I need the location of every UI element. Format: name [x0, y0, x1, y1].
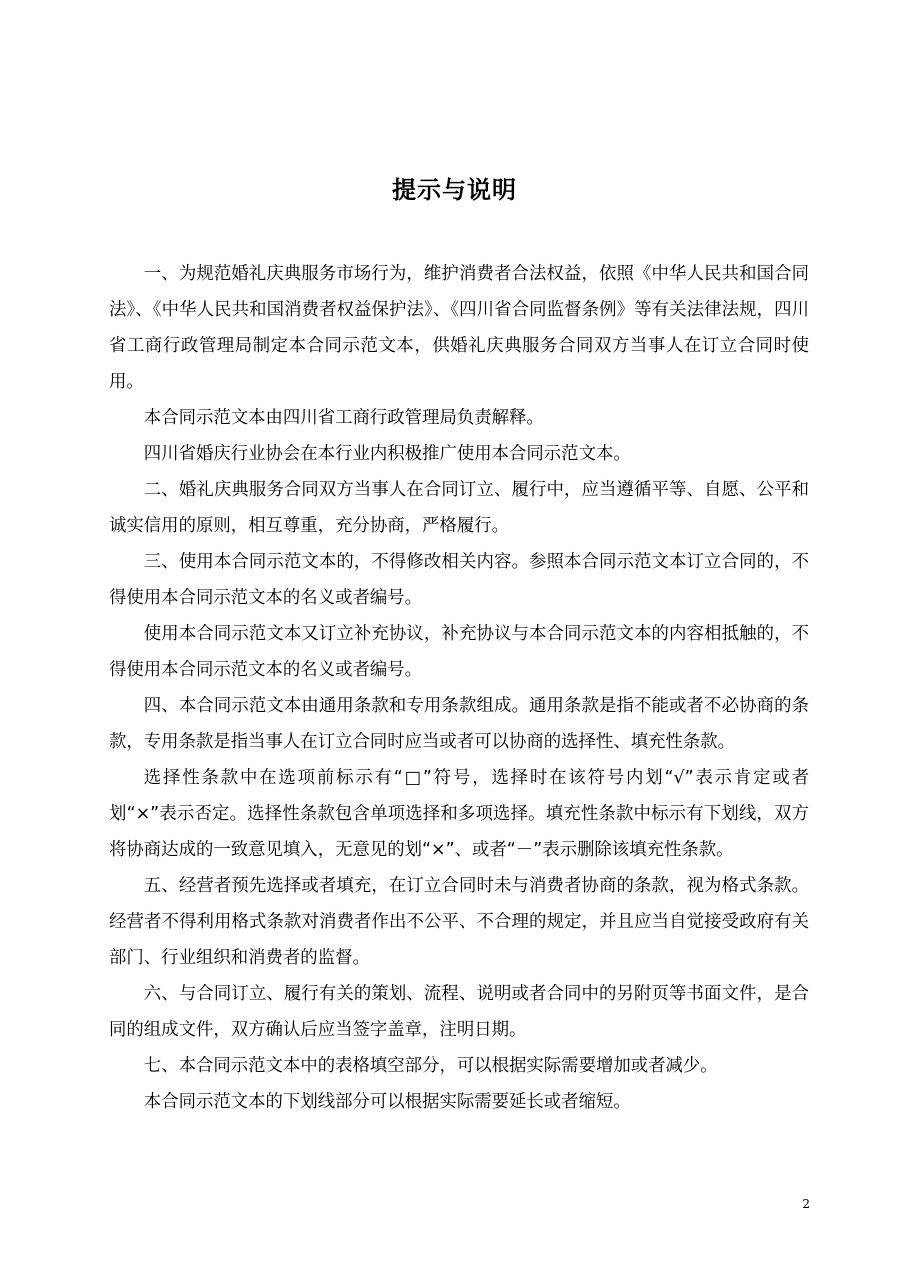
paragraph-3: 四川省婚庆行业协会在本行业内积极推广使用本合同示范文本。	[143, 444, 631, 464]
page-number: 2	[802, 1197, 810, 1211]
paragraph-7: 四、本合同示范文本由通用条款和专用条款组成。通用条款是指不能或者不必协商的条款，专用条款是指当事人在订立合同时应当或者可以协商的选择性、填充性条款。	[109, 696, 809, 752]
paragraph-4: 二、婚礼庆典服务合同双方当事人在合同订立、履行中，应当遵循平等、自愿、公平和诚实信用的原则，相互尊重，充分协商，严格履行。	[109, 480, 809, 536]
paragraph-11: 七、本合同示范文本中的表格填空部分，可以根据实际需要增加或者减少。	[143, 1056, 718, 1076]
paragraph-1: 一、为规范婚礼庆典服务市场行为，维护消费者合法权益，依照《中华人民共和国合同法》、《中华人民共和国消费者权益保护法》、《四川省合同监督条例》等有关法律法规，四川省工商行政管理局制定本合同示范文本，供婚礼庆典服务合同双方当事人在订立合同时使用。	[109, 264, 809, 392]
paragraph-6: 使用本合同示范文本又订立补充协议，补充协议与本合同示范文本的内容相抵触的，不得使用本合同示范文本的名义或者编号。	[109, 624, 809, 680]
paragraph-2: 本合同示范文本由四川省工商行政管理局负责解释。	[143, 408, 544, 428]
paragraph-5: 三、使用本合同示范文本的，不得修改相关内容。参照本合同示范文本订立合同的，不得使用本合同示范文本的名义或者编号。	[109, 552, 809, 608]
paragraph-10: 六、与合同订立、履行有关的策划、流程、说明或者合同中的另附页等书面文件，是合同的组成文件，双方确认后应当签字盖章，注明日期。	[109, 984, 809, 1040]
paragraph-9: 五、经营者预先选择或者填充，在订立合同时未与消费者协商的条款，视为格式条款。经营者不得利用格式条款对消费者作出不公平、不合理的规定，并且应当自觉接受政府有关部门、行业组织和消费者的监督。	[109, 876, 809, 968]
page-title: 提示与说明	[392, 176, 517, 204]
document-body	[109, 256, 809, 1120]
paragraph-12: 本合同示范文本的下划线部分可以根据实际需要延长或者缩短。	[143, 1092, 631, 1112]
paragraph-8: 选择性条款中在选项前标示有“□”符号，选择时在该符号内划“√”表示肯定或者划“×”表示否定。选择性条款包含单项选择和多项选择。填充性条款中标示有下划线，双方将协商达成的一致意见填入，无意见的划“×”、或者“－”表示删除该填充性条款。	[109, 768, 809, 860]
